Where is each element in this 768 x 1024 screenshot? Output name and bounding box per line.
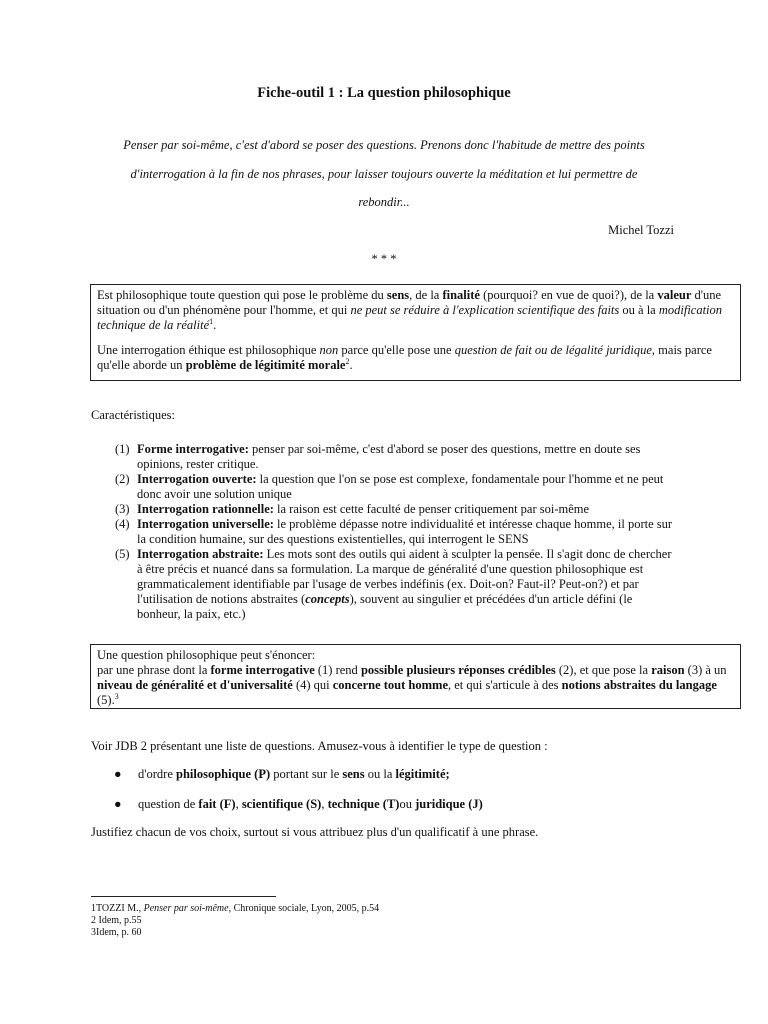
formula-intro: Une question philosophique peut s'énoncer: bbox=[97, 648, 316, 662]
exercise-intro: Voir JDB 2 présentant une liste de questions. Amusez-vous à identifier le type de question : bbox=[91, 739, 548, 753]
footnote-1: 1TOZZI M., Penser par soi-même, Chronique sociale, Lyon, 2005, p.54 bbox=[91, 903, 380, 914]
page-title: Fiche-outil 1 : La question philosophique bbox=[257, 85, 511, 101]
exercise-conclusion: Justifiez chacun de vos choix, surtout si vous attribuez plus d'un qualificatif à une phrase. bbox=[91, 825, 539, 839]
list-item: (3) Interrogation rationnelle: la raison est cette faculté de penser critiquement par soi-même bbox=[115, 502, 590, 516]
characteristics-heading: Caractéristiques: bbox=[91, 408, 175, 422]
footnote-ref-2: 2 bbox=[345, 356, 350, 366]
list-item: (1) Forme interrogative: penser par soi-même, c'est d'abord se poser des questions, mettre en doute ses opinions, rester critique. bbox=[115, 442, 641, 471]
footnote-ref-3: 3 bbox=[114, 691, 119, 701]
quote-line-2: d'interrogation à la fin de nos phrases, pour laisser toujours ouverte la méditation et lui permettre de bbox=[130, 167, 638, 181]
formula-box bbox=[90, 644, 741, 709]
definition-box bbox=[90, 284, 741, 381]
quote-line-3: rebondir... bbox=[358, 195, 410, 209]
bullet-philosophique: ● d'ordre philosophique (P) portant sur le sens ou la légitimité; bbox=[114, 767, 450, 781]
section-separator: * * * bbox=[371, 252, 397, 266]
footnote-2: 2 Idem, p.55 bbox=[91, 915, 142, 926]
formula-text: par une phrase dont la forme interrogative (1) rend possible plusieurs réponses crédibles (2), et que pose la raison (3) à un niveau de généralité et d'universalité (4) qui concerne tout homme, et qui s'articule à des notions abstraites du langage (5).$^3$ bbox=[97, 663, 727, 707]
list-item: (4) Interrogation universelle: le problème dépasse notre individualité et intéresse chaque homme, il porte sur la condition humaine, sur des questions existentielles, qui interrogent le SENS bbox=[115, 517, 673, 546]
bullet-icon: ● bbox=[114, 767, 122, 781]
footnote-divider bbox=[91, 896, 276, 897]
bullet-autres-types: ● question de fait (F), scientifique (S), technique (T)ou juridique (J) bbox=[114, 797, 483, 811]
list-item: (5) Interrogation abstraite: Les mots sont des outils qui aident à sculpter la pensée. Il s'agit donc de chercher à être précis et nuancé dans sa formulation. La marque de généralité d'une question philosophique est grammaticalement identifiable par l'usage de verbes indéfinis (ex. Doit-on? Faut-il? Peut-on?) et par l'utilisation de notions abstraites (concepts), souvent au singulier et précédées d'un article défini (le bonheur, la paix, etc.) bbox=[115, 547, 672, 621]
quote-line-1: Penser par soi-même, c'est d'abord se poser des questions. Prenons donc l'habitude de mettre des points bbox=[123, 138, 645, 152]
bullet-icon: ● bbox=[114, 797, 122, 811]
quote-author: Michel Tozzi bbox=[608, 223, 674, 237]
footnote-ref-1: 1 bbox=[209, 316, 214, 326]
definition-paragraph-1: Est philosophique toute question qui pose le problème du sens, de la finalité (pourquoi? en vue de quoi?), de la valeur d'une situation ou d'un phénomène pour l'homme, et qui ne peut se réduire à l'explication scientifique des faits ou à la modification technique de la réalité$^1$. bbox=[97, 288, 723, 332]
footnote-3: 3Idem, p. 60 bbox=[91, 927, 142, 938]
characteristics-list bbox=[115, 442, 675, 622]
definition-paragraph-2: Une interrogation éthique est philosophique non parce qu'elle pose une question de fait ou de légalité juridique, mais parce qu'elle aborde un problème de légitimité morale$^2$. bbox=[97, 343, 712, 372]
list-item: (2) Interrogation ouverte: la question que l'on se pose est complexe, fondamentale pour l'homme et ne peut donc avoir une solution unique bbox=[115, 472, 664, 501]
